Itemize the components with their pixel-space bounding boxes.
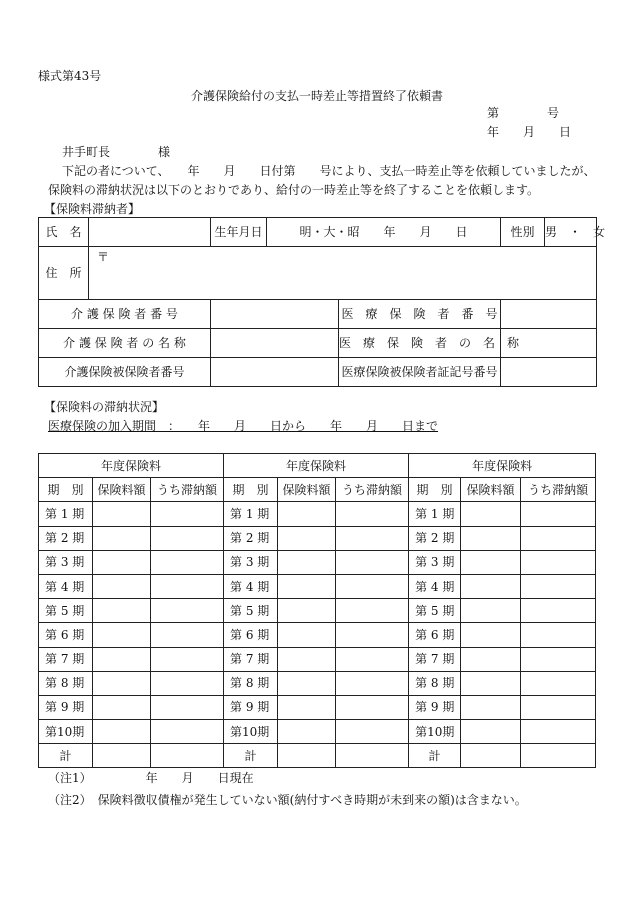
period-row	[39, 574, 596, 598]
premium-amount-cell[interactable]	[93, 744, 151, 768]
premium-amount-cell[interactable]	[93, 720, 151, 744]
arrears-amount-cell[interactable]	[336, 647, 409, 671]
period-label: 第 4 期	[409, 574, 461, 598]
period-row	[39, 623, 596, 647]
arrears-amount-cell[interactable]	[336, 744, 409, 768]
period-row	[39, 695, 596, 719]
period-column-header: 期 別	[224, 478, 278, 502]
premium-amount-cell[interactable]	[278, 695, 336, 719]
period-label: 第 1 期	[409, 502, 461, 526]
premium-amount-cell[interactable]	[278, 671, 336, 695]
premium-amount-cell[interactable]	[278, 502, 336, 526]
period-column-header: 期 別	[39, 478, 93, 502]
premium-amount-cell[interactable]	[278, 744, 336, 768]
period-label: 第 1 期	[224, 502, 278, 526]
period-row	[39, 502, 596, 526]
arrears-amount-cell[interactable]	[151, 671, 224, 695]
insured-info-table	[38, 217, 606, 387]
kaigo-insured-number-field[interactable]	[211, 358, 339, 387]
premium-amount-cell[interactable]	[93, 623, 151, 647]
arrears-amount-cell[interactable]	[521, 623, 596, 647]
period-label: 第 6 期	[224, 623, 278, 647]
body-line-2: 保険料の滞納状況は以下のとおりであり、給付の一時差止等を終了することを依頼します。	[48, 183, 540, 197]
name-label: 氏 名	[39, 218, 89, 247]
arrears-amount-cell[interactable]	[521, 574, 596, 598]
premium-amount-cell[interactable]	[278, 526, 336, 550]
period-label: 第 6 期	[409, 623, 461, 647]
period-label: 第 4 期	[39, 574, 93, 598]
arrears-amount-cell[interactable]	[521, 720, 596, 744]
arrears-amount-cell[interactable]	[336, 599, 409, 623]
arrears-amount-cell[interactable]	[521, 502, 596, 526]
period-column-header: 期 別	[409, 478, 461, 502]
premium-amount-column-header: 保険料額	[278, 478, 336, 502]
period-label: 第 7 期	[224, 647, 278, 671]
premium-amount-cell[interactable]	[93, 550, 151, 574]
premium-amount-cell[interactable]	[93, 502, 151, 526]
period-label: 第 8 期	[39, 671, 93, 695]
period-label: 第 2 期	[409, 526, 461, 550]
kaigo-insurer-number-field[interactable]	[211, 300, 339, 329]
arrears-amount-cell[interactable]	[151, 647, 224, 671]
period-row	[39, 671, 596, 695]
premium-amount-cell[interactable]	[461, 623, 521, 647]
arrears-amount-cell[interactable]	[151, 720, 224, 744]
premium-amount-cell[interactable]	[278, 647, 336, 671]
iryo-insurer-number-field[interactable]	[501, 300, 597, 329]
arrears-amount-cell[interactable]	[521, 744, 596, 768]
period-label: 計	[39, 744, 93, 768]
period-label: 第 5 期	[409, 599, 461, 623]
premium-amount-cell[interactable]	[93, 671, 151, 695]
premium-amount-cell[interactable]	[278, 550, 336, 574]
period-row	[39, 647, 596, 671]
period-label: 第 3 期	[409, 550, 461, 574]
arrears-amount-cell[interactable]	[151, 526, 224, 550]
period-label: 第10期	[39, 720, 93, 744]
period-label: 第10期	[224, 720, 278, 744]
period-label: 第 5 期	[224, 599, 278, 623]
arrears-amount-cell[interactable]	[336, 526, 409, 550]
period-label: 第 4 期	[224, 574, 278, 598]
premium-amount-cell[interactable]	[461, 720, 521, 744]
note-2: （注2） 保険料徴収債権が発生していない額(納付すべき時期が未到来の額)は含まない。	[48, 793, 527, 807]
arrears-amount-cell[interactable]	[336, 671, 409, 695]
iryo-insured-number-field[interactable]	[501, 358, 597, 387]
arrears-amount-cell[interactable]	[151, 550, 224, 574]
premium-amount-cell[interactable]	[461, 574, 521, 598]
premium-amount-cell[interactable]	[461, 550, 521, 574]
period-label: 計	[224, 744, 278, 768]
fiscal-year-premium-header: 年度保険料	[39, 454, 224, 478]
arrears-amount-cell[interactable]	[521, 695, 596, 719]
premium-amount-cell[interactable]	[278, 574, 336, 598]
period-row	[39, 744, 596, 768]
document-date: 年 月 日	[487, 125, 572, 139]
iryo-insurer-number-label: 医 療 保 険 者 番 号	[339, 300, 501, 329]
period-label: 第 9 期	[39, 695, 93, 719]
period-label: 第 7 期	[409, 647, 461, 671]
arrears-amount-cell[interactable]	[336, 695, 409, 719]
form-number: 様式第43号	[38, 69, 102, 83]
iryo-insured-number-label: 医療保険被保険者証記号番号	[339, 358, 501, 387]
premium-amount-column-header: 保険料額	[93, 478, 151, 502]
period-label: 第 8 期	[409, 671, 461, 695]
arrears-amount-cell[interactable]	[151, 599, 224, 623]
period-label: 第 3 期	[39, 550, 93, 574]
premium-amount-cell[interactable]	[93, 526, 151, 550]
premium-amount-cell[interactable]	[93, 695, 151, 719]
enrollment-period: 医療保険の加入期間 ： 年 月 日から 年 月 日まで	[48, 419, 439, 433]
arrears-amount-cell[interactable]	[151, 502, 224, 526]
period-row	[39, 526, 596, 550]
addressee: 井手町長 様	[62, 145, 171, 159]
birthdate-field[interactable]: 明・大・昭 年 月 日	[267, 218, 501, 247]
premium-amount-cell[interactable]	[461, 744, 521, 768]
kaigo-insured-number-label: 介護保険被保険者番号	[39, 358, 211, 387]
document-number: 第 号	[487, 106, 560, 120]
period-label: 第 5 期	[39, 599, 93, 623]
arrears-amount-cell[interactable]	[336, 720, 409, 744]
premium-amount-cell[interactable]	[461, 526, 521, 550]
premium-amount-cell[interactable]	[278, 623, 336, 647]
arrears-amount-column-header: うち滞納額	[336, 478, 409, 502]
arrears-amount-cell[interactable]	[151, 574, 224, 598]
arrears-amount-column-header: うち滞納額	[151, 478, 224, 502]
period-label: 第 9 期	[409, 695, 461, 719]
period-label: 第 1 期	[39, 502, 93, 526]
arrears-amount-cell[interactable]	[336, 550, 409, 574]
arrears-amount-cell[interactable]	[151, 695, 224, 719]
period-label: 第 3 期	[224, 550, 278, 574]
period-label: 第10期	[409, 720, 461, 744]
arrears-amount-cell[interactable]	[336, 502, 409, 526]
premium-amount-cell[interactable]	[93, 647, 151, 671]
premium-amount-cell[interactable]	[461, 647, 521, 671]
document-title: 介護保険給付の支払一時差止等措置終了依頼書	[191, 89, 444, 103]
period-row	[39, 550, 596, 574]
arrears-amount-cell[interactable]	[521, 599, 596, 623]
birthdate-label: 生年月日	[211, 218, 267, 247]
sex-field[interactable]: 男 ・ 女	[545, 218, 597, 247]
premium-amount-cell[interactable]	[278, 599, 336, 623]
arrears-amount-cell[interactable]	[521, 526, 596, 550]
period-label: 第 9 期	[224, 695, 278, 719]
arrears-amount-cell[interactable]	[521, 647, 596, 671]
note-1: （注1） 年 月 日現在	[48, 771, 254, 785]
kaigo-insurer-name-label: 介 護 保 険 者 の 名 称	[39, 329, 211, 358]
address-label: 住 所	[39, 247, 89, 300]
period-label: 第 2 期	[39, 526, 93, 550]
arrears-amount-cell[interactable]	[521, 671, 596, 695]
arrears-amount-cell[interactable]	[151, 744, 224, 768]
period-label: 計	[409, 744, 461, 768]
premium-amount-cell[interactable]	[461, 502, 521, 526]
premium-amount-cell[interactable]	[278, 720, 336, 744]
arrears-amount-cell[interactable]	[151, 623, 224, 647]
arrears-amount-cell[interactable]	[521, 550, 596, 574]
kaigo-insurer-name-field[interactable]	[211, 329, 339, 358]
body-line-1: 下記の者について、 年 月 日付第 号により、支払一時差止等を依頼していましたが、	[62, 164, 596, 178]
arrears-table	[38, 453, 596, 768]
section-heading-arrears: 【保険料の滞納状況】	[44, 400, 165, 414]
address-field[interactable]	[89, 247, 597, 300]
arrears-amount-cell[interactable]	[336, 623, 409, 647]
arrears-amount-cell[interactable]	[336, 574, 409, 598]
fiscal-year-premium-header: 年度保険料	[224, 454, 409, 478]
premium-amount-cell[interactable]	[461, 671, 521, 695]
premium-amount-cell[interactable]	[461, 695, 521, 719]
sex-label: 性別	[501, 218, 545, 247]
kaigo-insurer-number-label: 介 護 保 険 者 番 号	[39, 300, 211, 329]
period-label: 第 7 期	[39, 647, 93, 671]
premium-amount-cell[interactable]	[93, 574, 151, 598]
premium-amount-cell[interactable]	[461, 599, 521, 623]
section-heading-insured: 【保険料滞納者】	[44, 202, 141, 216]
period-label: 第 2 期	[224, 526, 278, 550]
iryo-insurer-name-label: 医 療 保 険 者 の 名 称	[339, 329, 501, 358]
period-label: 第 8 期	[224, 671, 278, 695]
name-field[interactable]	[89, 218, 211, 247]
period-row	[39, 720, 596, 744]
fiscal-year-premium-header: 年度保険料	[409, 454, 596, 478]
period-row	[39, 599, 596, 623]
postal-mark: 〒	[97, 250, 110, 264]
arrears-amount-column-header: うち滞納額	[521, 478, 596, 502]
premium-amount-column-header: 保険料額	[461, 478, 521, 502]
premium-amount-cell[interactable]	[93, 599, 151, 623]
period-label: 第 6 期	[39, 623, 93, 647]
